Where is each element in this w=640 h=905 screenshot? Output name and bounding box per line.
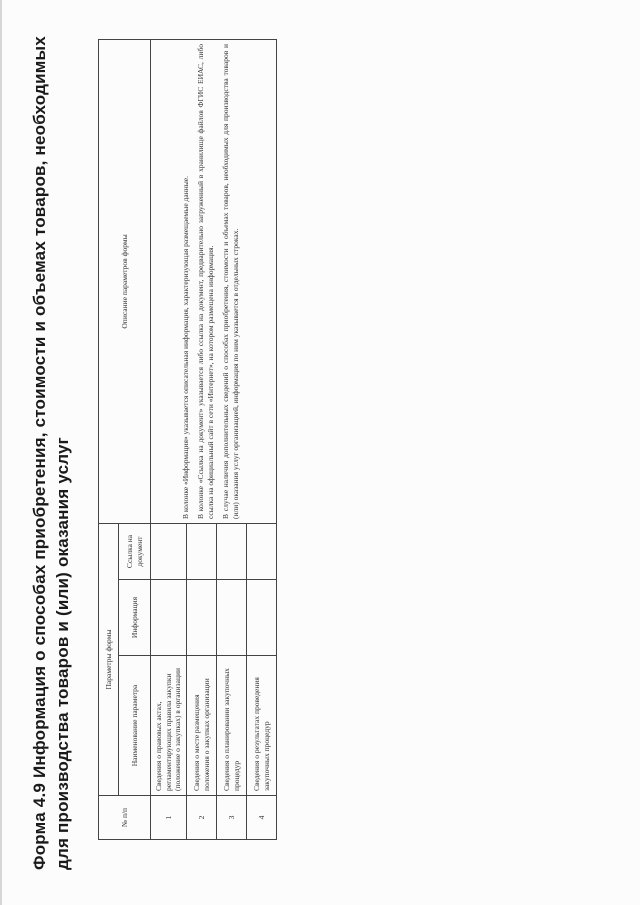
row-number: 4 — [247, 796, 277, 840]
row-name: Сведения о правовых актах, регламентирующих правила закупки (положение о закупках) в организации — [151, 656, 187, 796]
row-link-cell — [151, 523, 187, 579]
col-desc-header: Описание параметров формы — [99, 39, 151, 523]
row-link-cell — [187, 523, 217, 579]
table-header-row — [99, 39, 119, 839]
description-paragraph: В колонке «Информация» указывается описательная информация, характеризующая размещаемые данные. — [180, 176, 190, 519]
description-cell — [151, 39, 277, 523]
description-paragraph: В случае наличия дополнительных сведений о способах приобретения, стоимости и объемах товаров, необходимых для производства товаров и (или) оказания услуг организацией, информация по ним указывается в отдельных строках. — [221, 43, 240, 519]
row-info-cell — [217, 580, 247, 656]
page-edge-line — [0, 0, 2, 905]
row-link-cell — [247, 523, 277, 579]
description-paragraph: В колонке «Ссылка на документ» указывается либо ссылка на документ, предварительно загруженный в хранилище файлов ФГИС ЕИАС, либо ссылка на официальный сайт в сети «Интернет», на котором размещена информация. — [196, 43, 215, 519]
table-row — [151, 39, 187, 839]
row-name: Сведения о планировании закупочных процедур — [217, 656, 247, 796]
col-link-header: Ссылка на документ — [119, 523, 151, 579]
row-name: Сведения о результатах проведения закупочных процедур — [247, 656, 277, 796]
col-name-header: Наименование параметра — [119, 656, 151, 796]
rotated-page — [20, 20, 620, 880]
form-title: Форма 4.9 Информация о способах приобретения, стоимости и объемах товаров, необходимых для производства товаров и (или) оказания услуг — [30, 36, 72, 870]
row-link-cell — [217, 523, 247, 579]
row-number: 3 — [217, 796, 247, 840]
row-number: 1 — [151, 796, 187, 840]
row-info-cell — [247, 580, 277, 656]
form-parameters-table — [98, 39, 277, 840]
row-name: Сведения о месте размещения положения о закупках организации — [187, 656, 217, 796]
header-group-cell: Параметры формы — [99, 523, 119, 795]
col-num-header: № п/п — [99, 796, 151, 840]
col-info-header: Информация — [119, 580, 151, 656]
row-info-cell — [187, 580, 217, 656]
row-info-cell — [151, 580, 187, 656]
row-number: 2 — [187, 796, 217, 840]
